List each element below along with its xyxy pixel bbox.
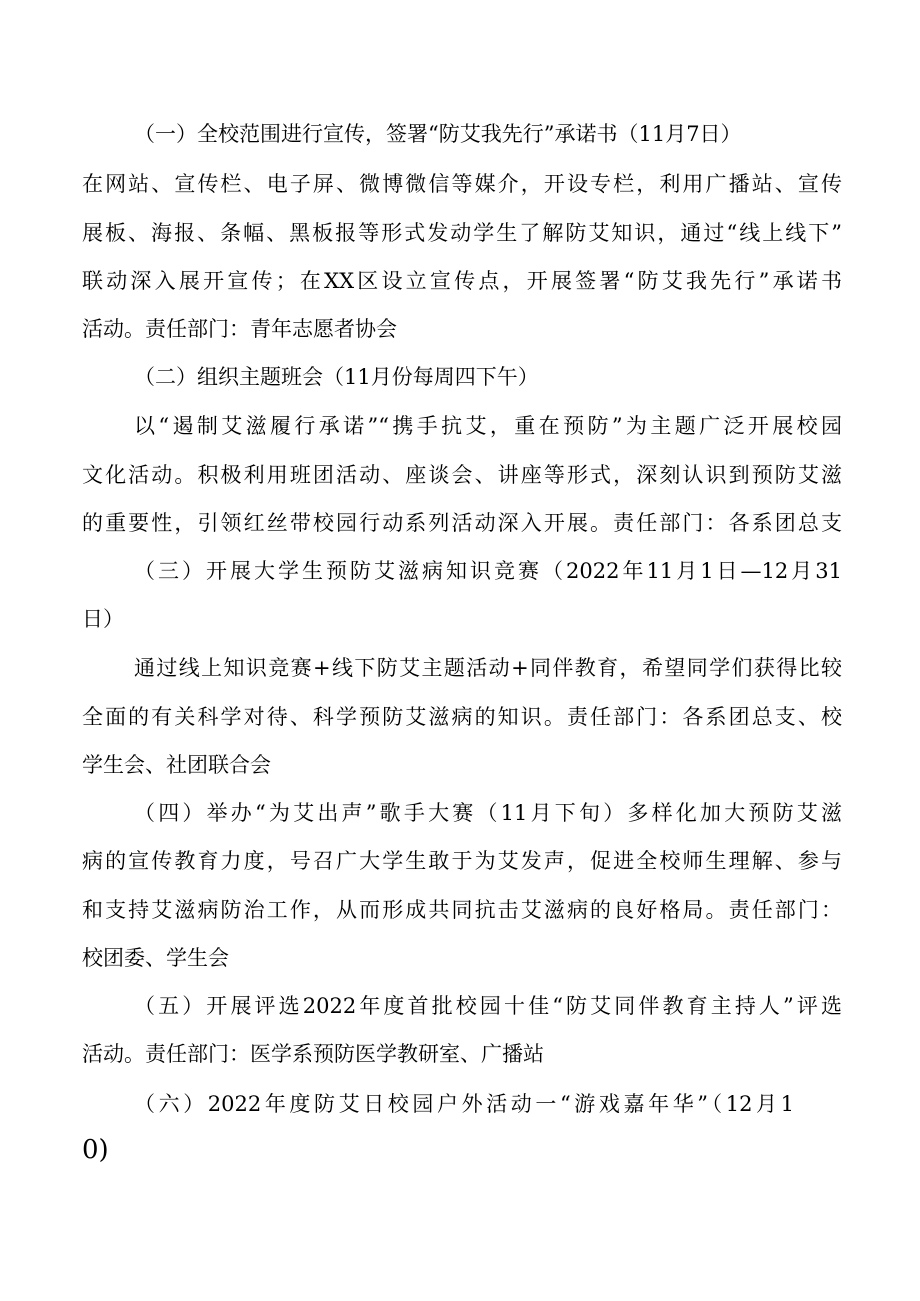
paragraph-4-line-2: 日） [82, 607, 124, 631]
paragraph-1-line-1: （一）全校范围进行宣传，签署“防艾我先行”承诺书（11月7日） [134, 122, 742, 146]
paragraph-4-line-1: （三）开展大学生预防艾滋病知识竞赛（2022年11月1日—12月31 [134, 559, 842, 583]
paragraph-3-line-3: 的重要性，引领红丝带校园行动系列活动深入开展。责任部门：各系团总支 [82, 511, 842, 535]
paragraph-1-line-2: 在网站、宣传栏、电子屏、微博微信等媒介，开设专栏，利用广播站、宣传 [82, 172, 842, 196]
paragraph-7-line-2: 活动。责任部门：医学系预防医学教研室、广播站 [82, 1042, 544, 1066]
paragraph-6-line-3: 和支持艾滋病防治工作，从而形成共同抗击艾滋病的良好格局。责任部门： [82, 898, 842, 922]
paragraph-8-line-2: 0) [82, 1135, 109, 1165]
paragraph-1-line-5: 活动。责任部门：青年志愿者协会 [82, 317, 397, 341]
paragraph-1-line-3: 展板、海报、条幅、黑板报等形式发动学生了解防艾知识，通过“线上线下” [82, 221, 842, 245]
paragraph-5-line-2: 全面的有关科学对待、科学预防艾滋病的知识。责任部门：各系团总支、校 [82, 705, 842, 729]
paragraph-2-line-1: （二）组织主题班会（11月份每周四下午） [134, 365, 539, 389]
paragraph-7-line-1: （五）开展评选2022年度首批校园十佳“防艾同伴教育主持人”评选 [134, 994, 842, 1018]
paragraph-6-line-2: 病的宣传教育力度，号召广大学生敢于为艾发声，促进全校师生理解、参与 [82, 849, 842, 873]
paragraph-6-line-1: （四）举办“为艾出声”歌手大赛（11月下旬）多样化加大预防艾滋 [134, 801, 842, 825]
paragraph-5-line-1: 通过线上知识竞赛+线下防艾主题活动+同伴教育，希望同学们获得比较 [134, 656, 842, 680]
paragraph-1-line-4: 联动深入展开宣传；在XX区设立宣传点，开展签署“防艾我先行”承诺书 [82, 269, 842, 293]
paragraph-6-line-4: 校团委、学生会 [82, 946, 229, 970]
paragraph-8-line-1: （六）2022年度防艾日校园户外活动一“游戏嘉年华”（12月1 [134, 1092, 794, 1116]
paragraph-3-line-1: 以“遏制艾滋履行承诺”“携手抗艾，重在预防”为主题广泛开展校园 [134, 414, 842, 438]
paragraph-3-line-2: 文化活动。积极利用班团活动、座谈会、讲座等形式，深刻认识到预防艾滋 [82, 463, 842, 487]
paragraph-5-line-3: 学生会、社团联合会 [82, 753, 271, 777]
document-body [82, 0, 842, 1301]
